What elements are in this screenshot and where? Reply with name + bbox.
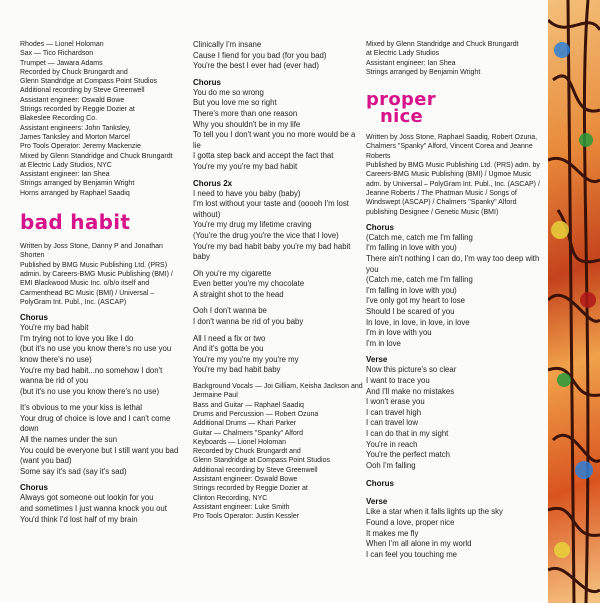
text-line: EMI Blackwood Music Inc. o/b/o itself and — [20, 280, 150, 288]
text-line: Additional recording by Steve Greenwell — [20, 87, 145, 95]
lyrics-block — [20, 493, 186, 525]
text-line: You're my drug my lifetime craving — [193, 220, 312, 230]
text-line: To tell you I don't want you no more would be a lie — [193, 130, 356, 150]
text-line: There's more than one reason — [193, 108, 298, 118]
text-line: Trumpet — Jawara Adams — [20, 59, 103, 67]
text-line: Like a star when it falls lights up the sky — [366, 507, 503, 517]
title-line: nice — [380, 106, 424, 128]
text-line: In love, in love, in love, in love — [366, 317, 470, 327]
text-line: Assistant engineer: Oswald Bowe — [193, 476, 298, 483]
text-line: Assistant engineer: Ian Shea — [366, 59, 456, 67]
lyrics-block — [193, 306, 363, 327]
text-line: You're the perfect match — [366, 450, 450, 460]
song-credits — [20, 242, 186, 307]
text-line: A straight shot to the head — [193, 289, 284, 299]
text-line: Horns arranged by Raphael Saadiq — [20, 189, 130, 197]
text-line: I won't erase you — [366, 397, 425, 407]
text-line: Ooh I'm falling — [366, 460, 416, 470]
text-line: Bass and Guitar — Raphael Saadiq — [193, 401, 304, 409]
text-line: Pro Tools Operator: Justin Kessler — [193, 513, 300, 521]
verse-lyrics — [366, 507, 542, 560]
chorus-heading: Chorus — [366, 222, 394, 232]
text-line: (but it's no use you know there's no use) — [20, 386, 160, 396]
text-line: Shorten — [20, 252, 45, 260]
text-line: Written by Joss Stone, Danny P and Jonathan — [20, 243, 163, 251]
song-title-bad-habit: bad habit — [20, 210, 131, 235]
text-line: Guitar — Chalmers "Spanky" Alford — [193, 429, 304, 437]
text-line: admin. by Careers-BMG Music Publishing (BMI) / — [20, 270, 173, 278]
text-line: Assistant engineer: Ian Shea — [20, 171, 110, 179]
text-line: Should I be scared of you — [366, 307, 455, 317]
text-line: Additional Drums — Khari Parker — [193, 420, 297, 428]
text-line: Always got someone out lookin for you — [20, 493, 154, 503]
text-line: It makes me fly — [366, 528, 419, 538]
text-line: Some say it's sad (say it's sad) — [20, 466, 127, 476]
text-line: Found a love, proper nice — [366, 517, 455, 527]
text-line: You're my you're my bad habit — [193, 161, 298, 171]
text-line: I can travel low — [366, 418, 419, 428]
chorus-lyrics — [366, 233, 542, 350]
text-line: Keyboards — Lionel Holoman — [193, 438, 286, 446]
verse-heading: Verse — [366, 497, 388, 507]
lyrics-block — [193, 334, 363, 376]
lyrics-block — [193, 40, 363, 72]
credits-top — [20, 40, 186, 198]
song-credits — [193, 382, 363, 521]
text-line: And it's gotta be you — [193, 344, 264, 354]
text-line: I'm in love — [366, 338, 401, 348]
text-line: Published by BMG Music Publishing Ltd. (PRS) adm. by Careers-BMG Music Publishing (BMI) / Ugmoe Music adm. by Universal – PolyGram Int. Publ., Inc. (ASCAP) / Jeanne Roberts / The Phatman Music / Songs of Windswept (ASCAP) / Chalmers "Spanky" Alford publishing Designee / Genetic Music (BMI) — [366, 162, 540, 216]
text-line: Clinically I'm insane — [193, 40, 262, 49]
text-line: Mixed by Glenn Standridge and Chuck Brungardt — [20, 152, 173, 160]
column-left — [20, 40, 186, 525]
text-line: at Electric Lady Studios, NYC — [20, 161, 112, 169]
text-line: Additional recording by Steve Greenwell — [193, 466, 318, 474]
verse-lyrics — [193, 189, 363, 263]
verse-lyrics — [366, 365, 542, 471]
text-line: I can travel high — [366, 407, 422, 417]
text-line: Now this picture's so clear — [366, 365, 457, 375]
text-line: You do me so wrong — [193, 87, 264, 97]
text-line: Cause I fiend for you bad (for you bad) — [193, 50, 327, 60]
text-line: You're my bad habit — [20, 323, 89, 333]
text-line: I can do that in my sight — [366, 428, 449, 438]
text-line: All the names under the sun — [20, 435, 118, 445]
text-line: Assistant engineers: John Tanksley, — [20, 124, 131, 132]
text-line: Recorded by Chuck Brungardt and — [193, 448, 301, 456]
text-line: Mixed by Glenn Standridge and Chuck Brungardt — [366, 41, 519, 48]
text-line: and sometimes I just wanna knock you out — [20, 504, 167, 514]
text-line: And I'll make no mistakes — [366, 386, 455, 396]
text-line: (but it's no use you know there's no use you know there's no use) — [20, 344, 172, 364]
text-line: (You're the drug you're the vice that I love) — [193, 230, 339, 240]
text-line: I'm lost without your taste and (ooooh I'm lost without) — [193, 199, 349, 219]
text-line: I want to trace you — [366, 375, 430, 385]
verse-heading: Verse — [366, 355, 388, 365]
text-line: I can feel you touching me — [366, 549, 458, 559]
song-credits — [366, 133, 542, 217]
chorus-2x-heading: Chorus 2x — [193, 178, 233, 188]
text-line: I don't wanna be rid of you baby — [193, 317, 304, 327]
text-line: James Tanksley and Morton Marcel — [20, 133, 130, 141]
chorus-lyrics — [193, 88, 363, 173]
lyrics-block — [193, 269, 363, 301]
chorus-heading: Chorus — [20, 313, 48, 323]
text-line: Recorded by Chuck Brungardt and — [20, 68, 128, 76]
stained-glass-image — [548, 0, 600, 603]
text-line: Even better you're my chocolate — [193, 279, 305, 289]
text-line: Rhodes — Lionel Holoman — [20, 41, 104, 48]
text-line: You're my bad habit baby you're my bad habit baby — [193, 241, 351, 262]
text-line: Pro Tools Operator: Jeremy Mackenzie — [20, 143, 141, 151]
text-line: You're the best I ever had (ever had) — [193, 61, 320, 71]
text-line: PolyGram Int. Publ., Inc. (ASCAP) — [20, 298, 127, 306]
verse-lyrics — [20, 403, 186, 477]
text-line: You're my bad habit baby — [193, 365, 281, 375]
text-line: Carmenthead BC Music (BMI) / Universal – — [20, 289, 155, 297]
text-line: It's obvious to me your kiss is lethal — [20, 403, 142, 413]
text-line: Assistant engineer: Luke Smith — [193, 503, 290, 511]
text-line: But you love me so right — [193, 98, 277, 108]
text-line: (Catch me, catch me I'm falling — [366, 275, 473, 285]
text-line: Clinton Recording, NYC — [193, 494, 268, 502]
text-line: Written by Joss Stone, Raphael Saadiq, Robert Ozuna, Chalmers "Spanky" Alford, Vincent Corea and Jeanne Roberts — [366, 134, 538, 160]
column-right — [366, 40, 542, 560]
credits-top — [366, 40, 542, 77]
column-middle — [193, 40, 363, 521]
text-line: Strings arranged by Benjamin Wright — [20, 180, 135, 188]
text-line: You'd think I'd lost half of my brain — [20, 514, 138, 524]
text-line: Ooh I don't wanna be — [193, 306, 267, 316]
text-line: You could be everyone but I still want you bad (want you bad) — [20, 445, 179, 466]
text-line: Blakeslee Recording Co. — [20, 115, 98, 123]
chorus-heading: Chorus — [193, 77, 221, 87]
chorus-lyrics — [20, 323, 186, 397]
text-line: Drums and Percussion — Robert Ozuna — [193, 410, 319, 418]
text-line: I've only got my heart to lose — [366, 296, 465, 306]
text-line: I'm falling in love with you) — [366, 243, 457, 253]
text-line: There ain't nothing I can do, I'm way too deep with you — [366, 254, 540, 274]
text-line: Glenn Standridge at Compass Point Studios — [193, 457, 330, 465]
text-line: I gotta step back and accept the fact that — [193, 151, 334, 161]
text-line: Your drug of choice is love and I can't come down — [20, 413, 171, 434]
text-line: All I need a fix or two — [193, 333, 266, 343]
text-line: I'm trying not to love you like I do — [20, 333, 134, 343]
text-line: Why you shouldn't be in my life — [193, 119, 301, 129]
text-line: Background Vocals — Joi Gilliam, Keisha Jackson and Jermaine Paul — [193, 383, 363, 400]
text-line: Sax — Tico Richardson — [20, 50, 94, 58]
chorus-heading: Chorus — [366, 479, 394, 489]
text-line: I'm in love with you — [366, 328, 432, 338]
text-line: Glenn Standridge at Compass Point Studios — [20, 78, 157, 86]
text-line: Strings recorded by Reggie Dozier at — [193, 485, 308, 493]
stained-glass-artwork — [548, 0, 600, 603]
title-line: proper — [366, 89, 436, 111]
text-line: You're my you're my you're my — [193, 354, 299, 364]
text-line: Oh you're my cigarette — [193, 268, 272, 278]
text-line: Strings recorded by Reggie Dozier at — [20, 106, 135, 114]
text-line: Strings arranged by Benjamin Wright — [366, 68, 481, 76]
text-line: You're in reach — [366, 439, 418, 449]
text-line: Assistant engineer: Oswald Bowe — [20, 96, 125, 104]
text-line: Published by BMG Music Publishing Ltd. (PRS) — [20, 261, 168, 269]
text-line: (Catch me, catch me I'm falling — [366, 232, 473, 242]
text-line: I need to have you baby (baby) — [193, 188, 301, 198]
text-line: When I'm all alone in my world — [366, 539, 472, 549]
song-title-proper-nice — [366, 89, 542, 128]
chorus-heading: Chorus — [20, 483, 48, 493]
text-line: I'm falling in love with you) — [366, 285, 457, 295]
text-line: You're my bad habit...no somehow I don't wanna be rid of you — [20, 365, 163, 386]
text-line: at Electric Lady Studios — [366, 50, 440, 58]
